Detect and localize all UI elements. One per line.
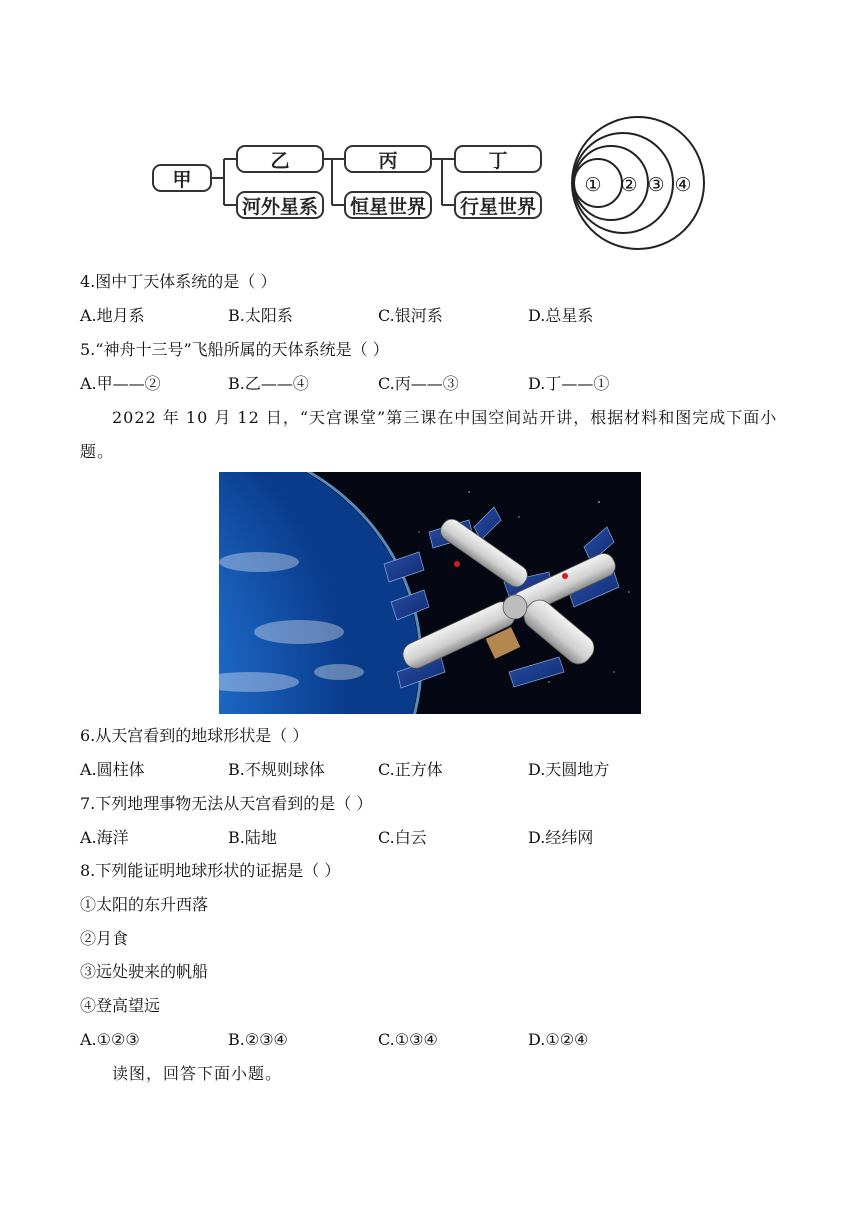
node-planetary-world: 行星世界 (454, 191, 542, 219)
q8-item-3: ③远处驶来的帆船 (80, 962, 209, 981)
q5-option-a: A.甲——② (80, 374, 161, 393)
q8-item-4: ④登高望远 (80, 996, 161, 1015)
node-galaxies-beyond: 河外星系 (236, 191, 324, 219)
intro-paragraph-tiangong: 2022 年 10 月 12 日，“天宫课堂”第三课在中国空间站开讲，根据材料和图完成下面小题。 (80, 408, 778, 461)
node-stellar-world: 恒星世界 (344, 191, 432, 219)
q4-option-b: B.太阳系 (228, 306, 293, 325)
space-station-photo (219, 472, 641, 714)
q7-option-c: C.白云 (378, 828, 427, 847)
q4-option-c: C.银河系 (378, 306, 443, 325)
circle-label-3: ③ (647, 174, 665, 196)
q4-option-d: D.总星系 (528, 306, 594, 325)
q8-option-a: A.①②③ (80, 1030, 140, 1049)
circle-label-2: ② (620, 174, 638, 196)
q8-option-d: D.①②④ (528, 1030, 589, 1049)
q4-option-a: A.地月系 (80, 306, 145, 325)
q5-stem: 5.“神舟十三号”飞船所属的天体系统是（ ） (80, 340, 389, 359)
q7-stem: 7.下列地理事物无法从天宫看到的是（ ） (80, 794, 373, 813)
node-bing: 丙 (344, 145, 432, 173)
q5-option-b: B.乙——④ (228, 374, 309, 393)
node-ding: 丁 (454, 145, 542, 173)
circle-label-1: ① (584, 174, 602, 196)
circle-label-4: ④ (674, 174, 692, 196)
q8-item-2: ②月食 (80, 929, 129, 948)
q5-option-d: D.丁——① (528, 374, 610, 393)
q8-option-b: B.②③④ (228, 1030, 288, 1049)
nested-circles-diagram (568, 108, 718, 258)
q6-option-d: D.天圆地方 (528, 760, 610, 779)
q8-option-c: C.①③④ (378, 1030, 438, 1049)
q6-stem: 6.从天宫看到的地球形状是（ ） (80, 726, 309, 745)
q8-item-1: ①太阳的东升西落 (80, 895, 209, 914)
q6-option-b: B.不规则球体 (228, 760, 325, 779)
q5-option-c: C.丙——③ (378, 374, 459, 393)
q6-option-c: C.正方体 (378, 760, 443, 779)
q7-option-d: D.经纬网 (528, 828, 594, 847)
q8-stem: 8.下列能证明地球形状的证据是（ ） (80, 861, 341, 880)
intro-read-figure: 读图，回答下面小题。 (112, 1064, 283, 1083)
q6-option-a: A.圆柱体 (80, 760, 145, 779)
node-jia: 甲 (152, 164, 212, 192)
q7-option-b: B.陆地 (228, 828, 277, 847)
node-yi: 乙 (236, 145, 324, 173)
q7-option-a: A.海洋 (80, 828, 129, 847)
q4-stem: 4.图中丁天体系统的是（ ） (80, 272, 277, 291)
